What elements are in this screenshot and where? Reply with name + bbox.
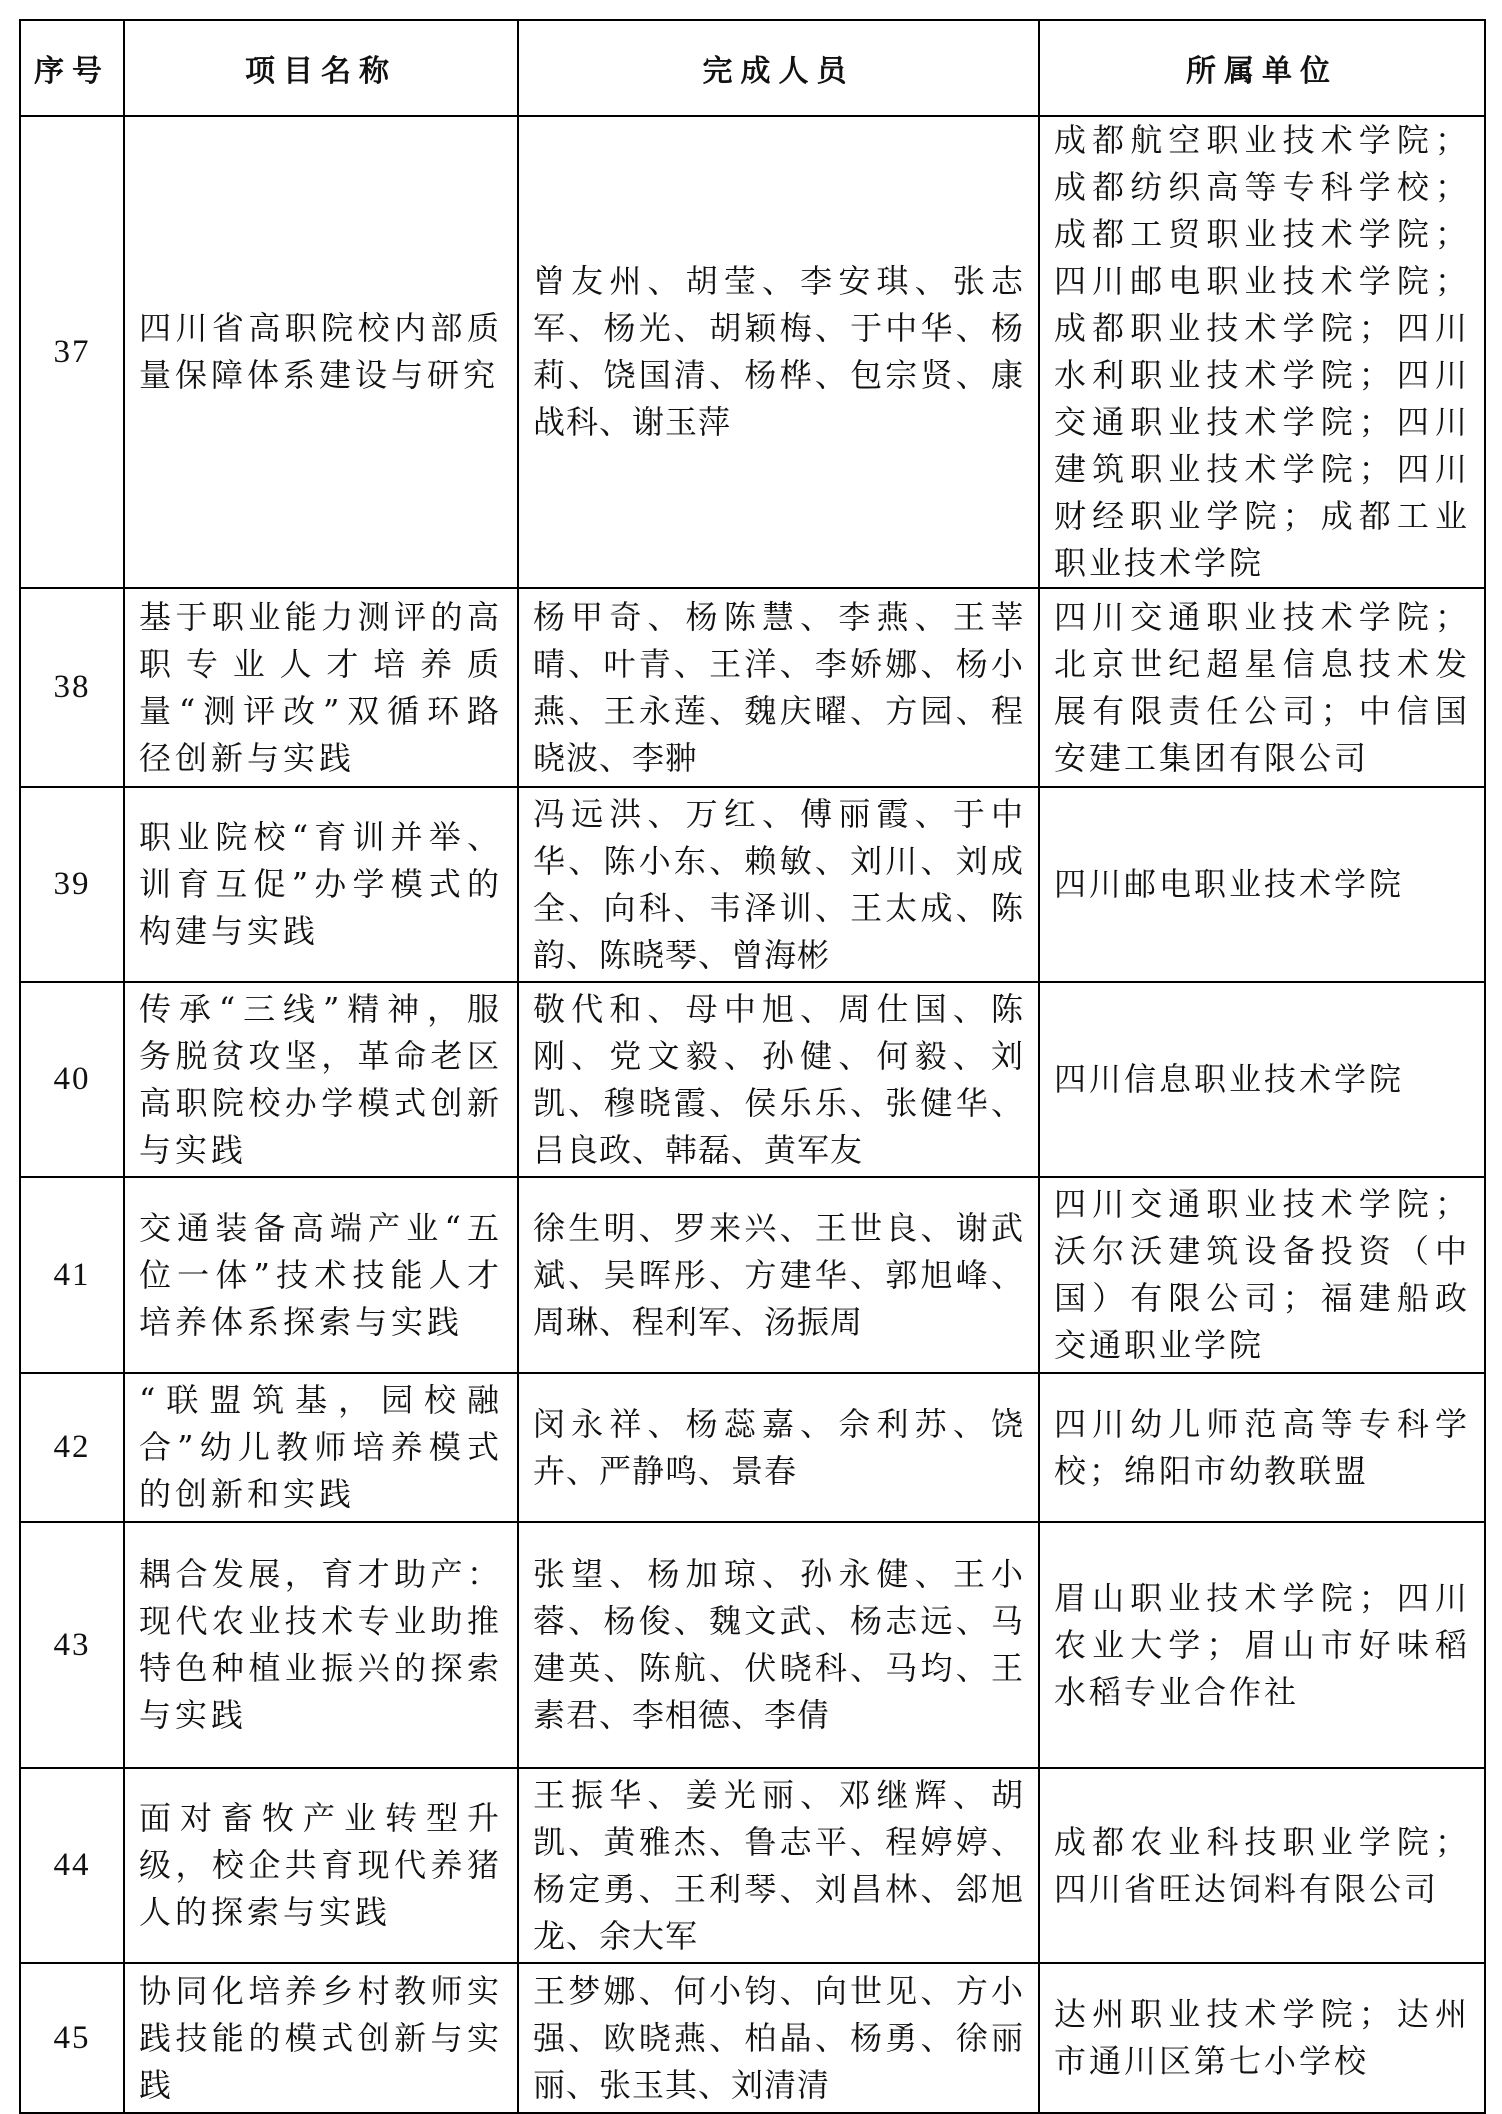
project-name: 耦合发展，育才助产：现代农业技术专业助推特色种植业振兴的探索与实践 bbox=[124, 1522, 518, 1768]
table-row bbox=[20, 1963, 1485, 2113]
table-row bbox=[20, 116, 1485, 588]
header-project: 项目名称 bbox=[124, 20, 518, 116]
table-row bbox=[20, 787, 1485, 982]
unit: 四川交通职业技术学院；沃尔沃建筑设备投资（中国）有限公司；福建船政交通职业学院 bbox=[1039, 1177, 1485, 1373]
row-num: 39 bbox=[20, 787, 124, 982]
table-row bbox=[20, 588, 1485, 787]
table-row bbox=[20, 1522, 1485, 1768]
header-unit: 所属单位 bbox=[1039, 20, 1485, 116]
unit: 四川邮电职业技术学院 bbox=[1039, 787, 1485, 982]
unit: 成都农业科技职业学院；四川省旺达饲料有限公司 bbox=[1039, 1768, 1485, 1963]
members: 曾友州、胡莹、李安琪、张志军、杨光、胡颖梅、于中华、杨莉、饶国清、杨桦、包宗贤、康战科、谢玉萍 bbox=[518, 116, 1039, 588]
table-row bbox=[20, 982, 1485, 1177]
row-num: 44 bbox=[20, 1768, 124, 1963]
row-num: 45 bbox=[20, 1963, 124, 2113]
row-num: 40 bbox=[20, 982, 124, 1177]
awards-table bbox=[19, 19, 1486, 2114]
project-name: “联盟筑基，园校融合”幼儿教师培养模式的创新和实践 bbox=[124, 1373, 518, 1522]
unit: 四川信息职业技术学院 bbox=[1039, 982, 1485, 1177]
header-members: 完成人员 bbox=[518, 20, 1039, 116]
row-num: 41 bbox=[20, 1177, 124, 1373]
unit: 眉山职业技术学院；四川农业大学；眉山市好味稻水稻专业合作社 bbox=[1039, 1522, 1485, 1768]
project-name: 交通装备高端产业“五位一体”技术技能人才培养体系探索与实践 bbox=[124, 1177, 518, 1373]
members: 冯远洪、万红、傅丽霞、于中华、陈小东、赖敏、刘川、刘成全、向科、韦泽训、王太成、陈韵、陈晓琴、曾海彬 bbox=[518, 787, 1039, 982]
members: 杨甲奇、杨陈慧、李燕、王莘晴、叶青、王洋、李娇娜、杨小燕、王永莲、魏庆曜、方园、程晓波、李翀 bbox=[518, 588, 1039, 787]
members: 张望、杨加琼、孙永健、王小蓉、杨俊、魏文武、杨志远、马建英、陈航、伏晓科、马均、王素君、李相德、李倩 bbox=[518, 1522, 1039, 1768]
unit: 成都航空职业技术学院；成都纺织高等专科学校；成都工贸职业技术学院；四川邮电职业技术学院；成都职业技术学院；四川水利职业技术学院；四川交通职业技术学院；四川建筑职业技术学院；四川财经职业学院；成都工业职业技术学院 bbox=[1039, 116, 1485, 588]
members: 徐生明、罗来兴、王世良、谢武斌、吴晖彤、方建华、郭旭峰、周琳、程利军、汤振周 bbox=[518, 1177, 1039, 1373]
row-num: 37 bbox=[20, 116, 124, 588]
unit: 四川幼儿师范高等专科学校；绵阳市幼教联盟 bbox=[1039, 1373, 1485, 1522]
unit: 达州职业技术学院；达州市通川区第七小学校 bbox=[1039, 1963, 1485, 2113]
members: 王振华、姜光丽、邓继辉、胡凯、黄雅杰、鲁志平、程婷婷、杨定勇、王利琴、刘昌林、郐旭龙、余大军 bbox=[518, 1768, 1039, 1963]
project-name: 基于职业能力测评的高职专业人才培养质量“测评改”双循环路径创新与实践 bbox=[124, 588, 518, 787]
row-num: 42 bbox=[20, 1373, 124, 1522]
project-name: 职业院校“育训并举、训育互促”办学模式的构建与实践 bbox=[124, 787, 518, 982]
project-name: 面对畜牧产业转型升级，校企共育现代养猪人的探索与实践 bbox=[124, 1768, 518, 1963]
members: 闵永祥、杨蕊嘉、佘利苏、饶卉、严静鸣、景春 bbox=[518, 1373, 1039, 1522]
project-name: 四川省高职院校内部质量保障体系建设与研究 bbox=[124, 116, 518, 588]
unit: 四川交通职业技术学院；北京世纪超星信息技术发展有限责任公司；中信国安建工集团有限公司 bbox=[1039, 588, 1485, 787]
row-num: 43 bbox=[20, 1522, 124, 1768]
project-name: 传承“三线”精神，服务脱贫攻坚，革命老区高职院校办学模式创新与实践 bbox=[124, 982, 518, 1177]
project-name: 协同化培养乡村教师实践技能的模式创新与实践 bbox=[124, 1963, 518, 2113]
table-row bbox=[20, 1373, 1485, 1522]
table-row bbox=[20, 1177, 1485, 1373]
header-num: 序号 bbox=[20, 20, 124, 116]
header-row bbox=[20, 20, 1485, 116]
members: 王梦娜、何小钧、向世见、方小强、欧晓燕、柏晶、杨勇、徐丽丽、张玉其、刘清清 bbox=[518, 1963, 1039, 2113]
row-num: 38 bbox=[20, 588, 124, 787]
members: 敬代和、母中旭、周仕国、陈刚、党文毅、孙健、何毅、刘凯、穆晓霞、侯乐乐、张健华、吕良政、韩磊、黄军友 bbox=[518, 982, 1039, 1177]
table-row bbox=[20, 1768, 1485, 1963]
